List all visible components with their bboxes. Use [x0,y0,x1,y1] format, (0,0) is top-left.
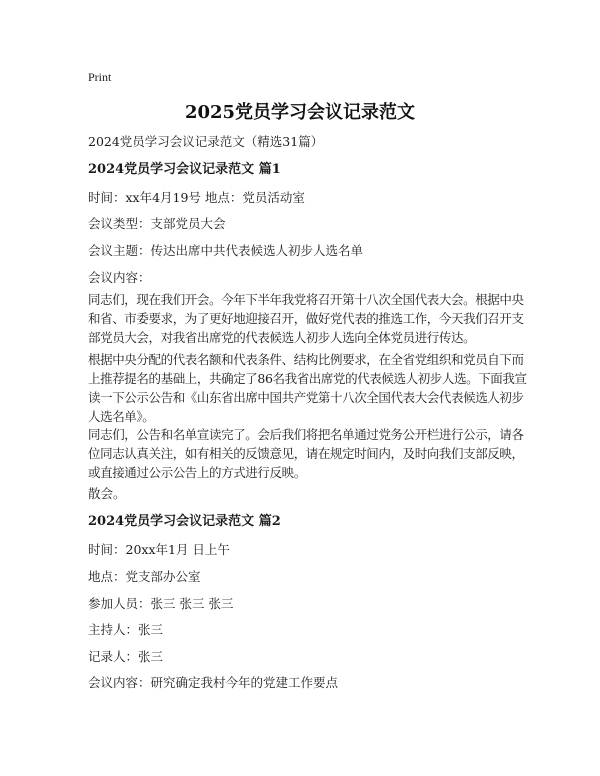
section2-recorder: 记录人：张三 [88,649,164,664]
section2-time: 时间：20xx年1月 日上午 [88,542,230,557]
section1-paragraph-3: 同志们，公告和名单宣读完了。会后我们将把名单通过党务公开栏进行公示，请各位同志认真关注，如有相关的反馈意见，请在规定时间内，及时向我们支部反映，或直接通过公示公告上的方式进行反映。 [88,427,524,480]
subtitle: 2024党员学习会议记录范文（精选31篇） [88,134,324,149]
section1-paragraph-2: 根据中央分配的代表名额和代表条件、结构比例要求，在全省党组织和党员自下而上推荐提名的基础上，共确定了86名我省出席党的代表候选人初步人选。下面我宣读一下公示公告和《山东省出席中国共产党第十八次全国代表大会代表候选人初步人选名单》。 [88,352,527,424]
section1-meeting-type: 会议类型：支部党员大会 [88,216,226,231]
section1-closing: 散会。 [88,486,126,501]
section1-content-label: 会议内容： [88,270,151,285]
section1-heading: 2024党员学习会议记录范文 篇1 [88,162,281,177]
section2-content: 会议内容：研究确定我村今年的党建工作要点 [88,675,339,690]
section1-time-place: 时间：xx年4月19号 地点：党员活动室 [88,190,305,205]
page-title: 2025党员学习会议记录范文 [184,102,416,123]
section1-meeting-topic: 会议主题：传达出席中共代表候选人初步人选名单 [88,243,364,258]
section2-host: 主持人：张三 [88,622,164,637]
section1-paragraph-1: 同志们，现在我们开会。今年下半年我党将召开第十八次全国代表大会。根据中央和省、市委要求，为了更好地迎接召开，做好党代表的推选工作，今天我们召开支部党员大会，对我省出席党的代表候选人初步人选向全体党员进行传达。 [88,292,524,345]
section2-heading: 2024党员学习会议记录范文 篇2 [88,514,281,529]
section2-place: 地点：党支部办公室 [88,569,201,584]
print-link[interactable]: Print [88,70,112,84]
section2-participants: 参加人员：张三 张三 张三 [88,596,234,611]
